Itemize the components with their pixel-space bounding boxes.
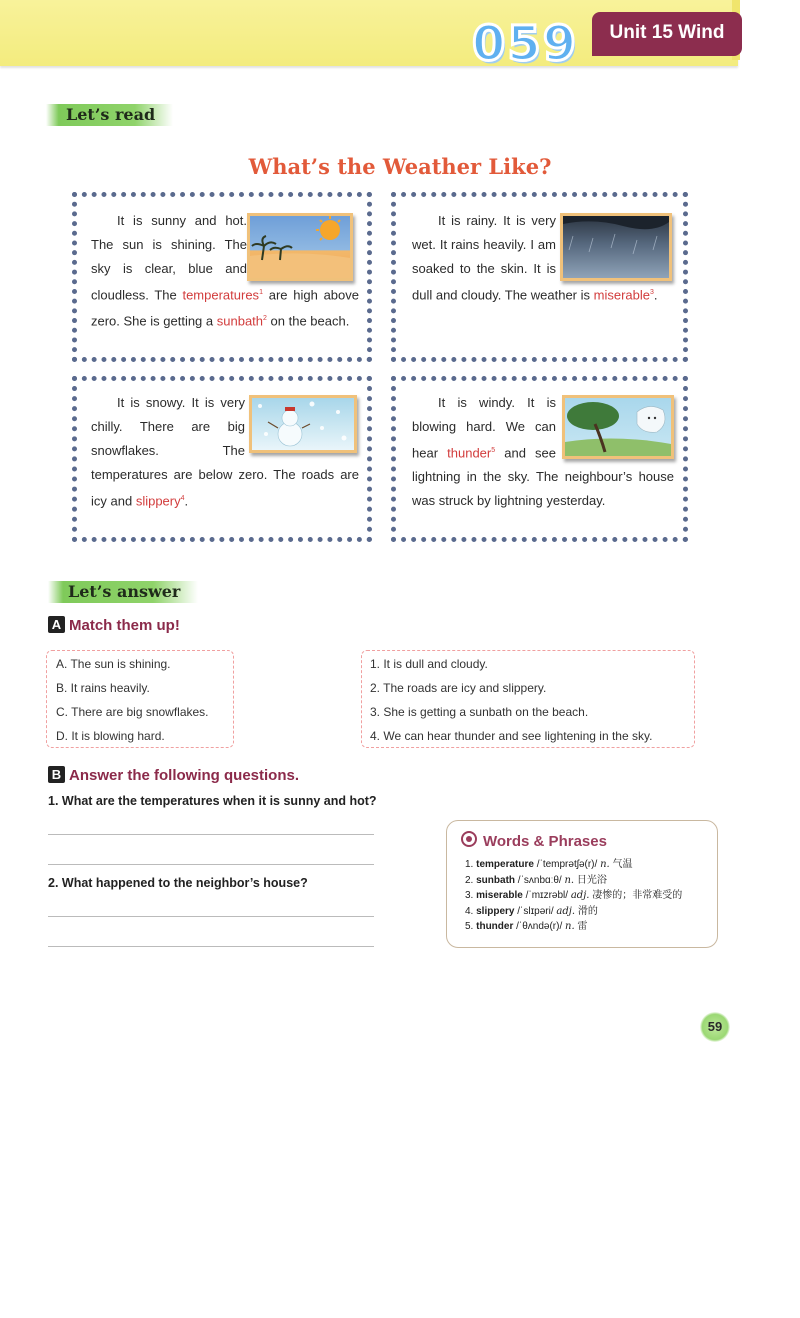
match-right-item: 2. The roads are icy and slippery. (370, 681, 547, 695)
vocab-slippery: slippery (135, 493, 181, 509)
vocab-item: 1. temperature /ˈtemprətʃə(r)/ n. 气温 (465, 859, 633, 870)
match-left-box (46, 650, 234, 748)
text-run: on the beach. (266, 313, 350, 329)
vocab-item: 5. thunder /ˈθʌndə(r)/ n. 雷 (465, 921, 588, 932)
match-left-item: B. It rains heavily. (56, 681, 150, 695)
match-right-box (361, 650, 695, 748)
text-run: . (184, 493, 189, 509)
page-number-big: 059 (472, 16, 579, 72)
reading-text-windy (412, 391, 674, 513)
reading-text-sunny (91, 209, 359, 334)
page-number: 59 (700, 1012, 730, 1042)
words-phrases-title: Words & Phrases (483, 833, 607, 850)
answer-line[interactable] (48, 916, 374, 917)
text-run: . (653, 287, 658, 303)
vocab-sunbath: sunbath (216, 313, 264, 329)
answer-line[interactable] (48, 946, 374, 947)
lets-answer-heading: Let’s answer (48, 581, 198, 603)
lets-read-heading: Let’s read (46, 104, 173, 126)
question-2: 2. What happened to the neighbor’s house? (48, 876, 308, 890)
reading-text-snowy (91, 391, 359, 513)
unit-label: Unit 15 Wind (592, 12, 742, 56)
words-phrases-box (446, 820, 718, 948)
text-run: It is windy. It is blowing hard. We can hear (412, 395, 556, 461)
match-left-item: D. It is blowing hard. (56, 729, 165, 743)
vocab-miserable: miserable (593, 287, 650, 303)
reading-box-windy (391, 376, 688, 542)
reading-box-rainy (391, 192, 688, 362)
match-right-item: 3. She is getting a sunbath on the beach. (370, 705, 589, 719)
vocab-list (465, 857, 682, 935)
answer-line[interactable] (48, 834, 374, 835)
vocab-temperatures: temperatures (182, 287, 260, 303)
footnote-mark: 5 (491, 447, 496, 454)
vocab-item: 4. slippery /ˈslɪpəri/ adj. 滑的 (465, 905, 598, 917)
footnote-mark: 3 (650, 289, 654, 296)
answer-line[interactable] (48, 864, 374, 865)
target-icon (461, 831, 477, 847)
footnote-mark: 2 (263, 315, 267, 323)
text-run: It is rainy. It is very wet. It rains heavily. I am soaked to the skin. It is dull and cloudy. The weather is (412, 213, 594, 303)
vocab-item: 3. miserable /ˈmɪzrəbl/ adj. 凄惨的；非常难受的 (465, 890, 683, 901)
words-phrases-heading (461, 831, 607, 850)
vocab-thunder: thunder (447, 445, 492, 461)
part-b-title: Answer the following questions. (69, 767, 300, 784)
match-right-item: 4. We can hear thunder and see lightening in the sky. (370, 729, 653, 743)
text-run: It is snowy. It is very chilly. There are big snowflakes. The temperatures are below zero. The roads are icy and (91, 395, 359, 509)
text-run: are high above zero. She is getting a (91, 287, 359, 329)
reading-text-rainy (412, 209, 674, 307)
reading-box-snowy (72, 376, 372, 542)
reading-title: What’s the Weather Like? (248, 154, 552, 179)
part-b-heading (48, 766, 299, 784)
reading-box-sunny (72, 192, 372, 362)
part-b-badge: B (48, 766, 65, 783)
vocab-item: 2. sunbath /ˈsʌnbɑːθ/ n. 日光浴 (465, 874, 607, 886)
text-run: It is sunny and hot. The sun is shining. The sky is clear, blue and cloudless. The (91, 213, 247, 303)
part-a-badge: A (48, 616, 65, 633)
match-right-item: 1. It is dull and cloudy. (370, 657, 488, 671)
text-run: and see lightning in the sky. The neighbour’s house was struck by lightning yesterday. (412, 445, 674, 509)
footnote-mark: 1 (259, 289, 263, 296)
footnote-mark: 4 (180, 495, 185, 502)
part-a-title: Match them up! (69, 617, 180, 634)
match-left-item: C. There are big snowflakes. (56, 705, 209, 719)
question-1: 1. What are the temperatures when it is sunny and hot? (48, 794, 377, 808)
part-a-heading (48, 616, 180, 634)
match-left-item: A. The sun is shining. (56, 657, 171, 671)
